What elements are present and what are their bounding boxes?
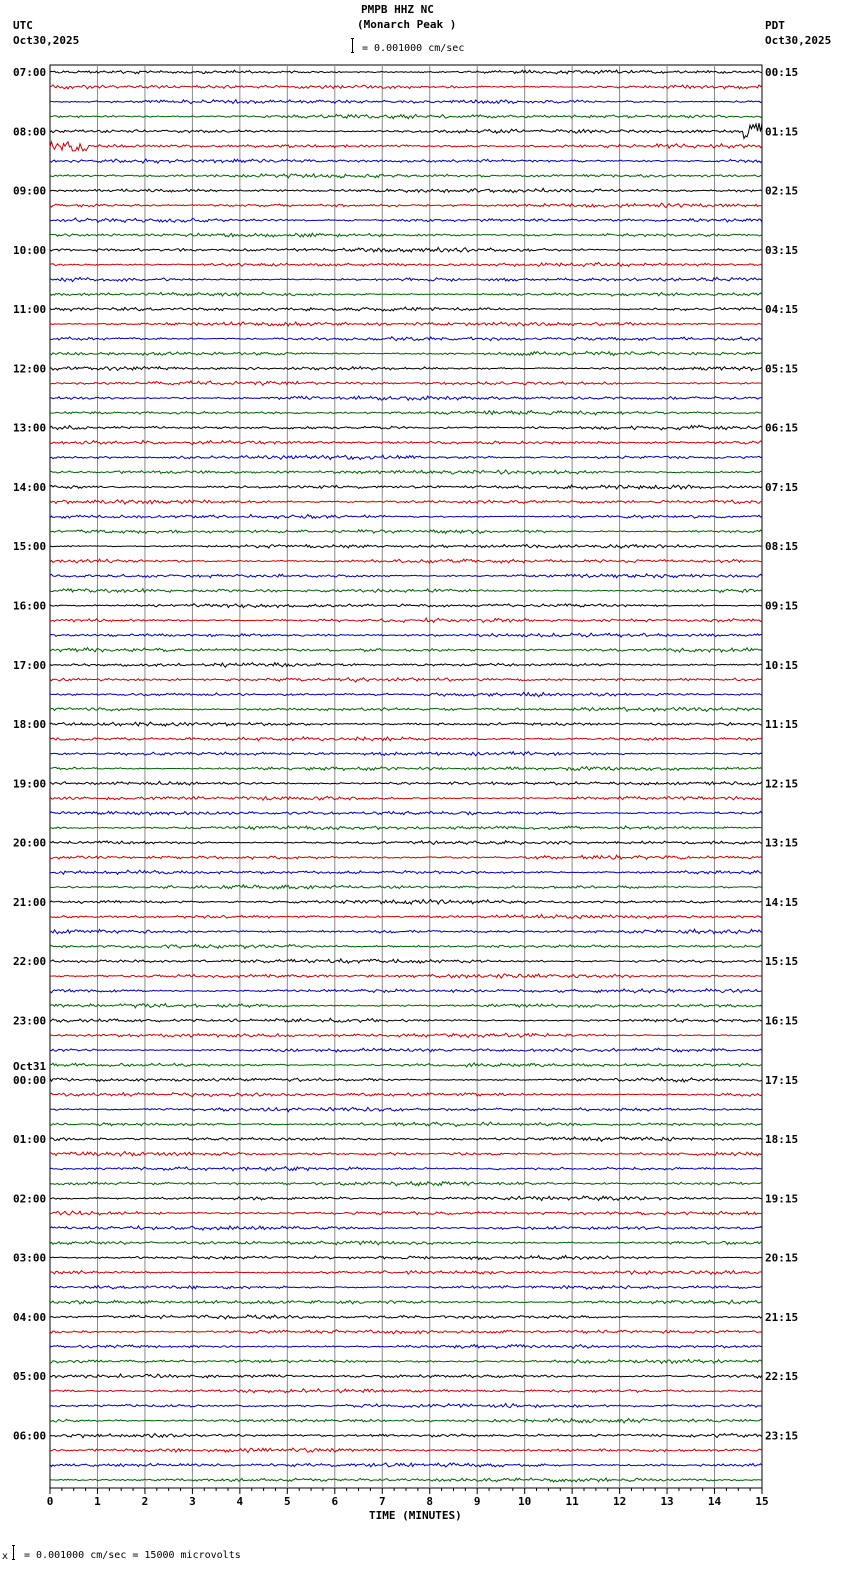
seismic-trace	[50, 1122, 762, 1127]
seismic-trace	[50, 915, 762, 919]
utc-hour-label: 15:00	[13, 540, 47, 554]
pdt-hour-label: 01:15	[765, 125, 799, 139]
seismic-trace	[50, 707, 762, 711]
seismic-trace	[50, 1167, 762, 1171]
x-tick-label: 9	[473, 1495, 481, 1508]
seismic-trace	[50, 440, 762, 444]
right-timezone: PDT	[765, 19, 785, 32]
pdt-hour-label: 07:15	[765, 480, 799, 494]
pdt-hour-label: 20:15	[765, 1251, 799, 1265]
seismic-trace	[50, 1374, 762, 1378]
seismic-trace	[50, 989, 762, 993]
seismic-trace	[50, 470, 762, 474]
x-tick-label: 14	[707, 1495, 722, 1508]
seismic-trace	[50, 959, 762, 963]
seismic-trace	[50, 1448, 762, 1453]
utc-hour-label: 08:00	[13, 125, 47, 139]
utc-hour-label: 01:00	[13, 1133, 47, 1147]
seismic-trace	[50, 142, 762, 151]
seismic-trace	[50, 515, 762, 519]
pdt-hour-label: 15:15	[765, 955, 799, 969]
seismic-trace	[50, 123, 762, 139]
seismic-trace	[50, 1478, 762, 1482]
seismic-trace	[50, 1048, 762, 1052]
seismic-trace	[50, 262, 762, 266]
utc-hour-label: 13:00	[13, 421, 47, 435]
utc-hour-label: 22:00	[13, 955, 47, 969]
utc-hour-label: 20:00	[13, 836, 47, 850]
pdt-hour-label: 22:15	[765, 1370, 799, 1384]
seismic-trace	[50, 781, 762, 785]
seismic-trace	[50, 826, 762, 830]
seismic-trace	[50, 633, 762, 637]
seismic-trace	[50, 159, 762, 163]
scale-text: = 0.001000 cm/sec	[362, 43, 465, 54]
seismic-trace	[50, 811, 762, 815]
seismic-trace	[50, 337, 762, 341]
utc-hour-label: 11:00	[13, 303, 47, 317]
footer-marker: x	[2, 1551, 9, 1562]
seismic-trace	[50, 885, 762, 889]
seismic-trace	[50, 248, 762, 253]
footer-scale-text: = 0.001000 cm/sec = 15000 microvolts	[24, 1550, 241, 1561]
seismic-trace	[50, 367, 762, 371]
utc-hour-label: 10:00	[13, 243, 47, 257]
seismic-trace	[50, 203, 762, 207]
utc-hour-label: 05:00	[13, 1370, 47, 1384]
seismic-trace	[50, 929, 762, 933]
seismic-trace	[50, 100, 762, 104]
x-tick-label: 0	[46, 1495, 54, 1508]
seismic-trace	[50, 1315, 762, 1319]
seismic-trace	[50, 1078, 762, 1082]
seismic-trace	[50, 1033, 762, 1037]
seismic-trace	[50, 425, 762, 430]
x-tick-label: 7	[378, 1495, 386, 1508]
utc-hour-label: 07:00	[13, 66, 47, 79]
x-tick-label: 11	[565, 1495, 579, 1508]
seismic-trace	[50, 292, 762, 296]
seismic-trace	[50, 722, 762, 726]
x-tick-label: 3	[189, 1495, 196, 1508]
seismic-trace	[50, 1285, 762, 1289]
site-name: (Monarch Peak )	[357, 18, 457, 31]
seismic-trace	[50, 841, 762, 845]
pdt-hour-label: 02:15	[765, 184, 799, 198]
pdt-hour-label: 18:15	[765, 1133, 799, 1147]
pdt-hour-label: 08:15	[765, 540, 799, 554]
seismic-trace	[50, 559, 762, 563]
x-tick-label: 13	[660, 1495, 674, 1508]
seismic-trace	[50, 1359, 762, 1363]
x-tick-label: 10	[518, 1495, 532, 1508]
pdt-hour-label: 14:15	[765, 895, 799, 909]
date-change-label: Oct31	[13, 1059, 47, 1073]
left-timezone: UTC	[13, 19, 33, 32]
seismic-trace	[50, 1018, 762, 1022]
seismic-trace	[50, 1137, 762, 1141]
utc-hour-label: 18:00	[13, 718, 47, 732]
pdt-hour-label: 03:15	[765, 243, 799, 257]
seismic-trace	[50, 1344, 762, 1348]
seismic-trace	[50, 1211, 762, 1215]
pdt-hour-label: 13:15	[765, 836, 799, 850]
seismic-trace	[50, 944, 762, 948]
utc-hour-label: 06:00	[13, 1429, 47, 1443]
seismic-trace	[50, 589, 762, 593]
seismic-trace	[50, 485, 762, 489]
seismic-trace	[50, 188, 762, 192]
seismic-trace	[50, 766, 762, 770]
seismic-trace	[50, 1433, 762, 1437]
x-tick-label: 15	[755, 1495, 769, 1508]
seismic-trace	[50, 70, 762, 74]
seismic-trace	[50, 307, 762, 311]
utc-hour-label: 21:00	[13, 895, 47, 909]
seismic-trace	[50, 530, 762, 534]
seismic-trace	[50, 1241, 762, 1245]
seismic-trace	[50, 692, 762, 696]
seismic-trace	[50, 900, 762, 905]
pdt-hour-label: 06:15	[765, 421, 799, 435]
pdt-hour-label: 23:15	[765, 1429, 799, 1443]
utc-hour-label: 12:00	[13, 362, 47, 376]
seismic-trace	[50, 1182, 762, 1186]
pdt-hour-label: 10:15	[765, 658, 799, 672]
seismic-trace	[50, 396, 762, 400]
seismic-trace	[50, 410, 762, 414]
pdt-hour-label: 04:15	[765, 303, 799, 317]
x-tick-label: 12	[612, 1495, 627, 1508]
x-tick-label: 5	[284, 1495, 291, 1508]
seismic-trace	[50, 1256, 762, 1260]
seismic-trace	[50, 870, 762, 874]
seismic-trace	[50, 648, 762, 653]
pdt-hour-label: 12:15	[765, 777, 799, 791]
seismic-trace	[50, 85, 762, 89]
seismic-trace	[50, 1063, 762, 1067]
seismic-trace	[50, 1004, 762, 1008]
seismic-trace	[50, 663, 762, 668]
seismic-trace	[50, 604, 762, 608]
seismic-trace	[50, 752, 762, 756]
utc-hour-label: 14:00	[13, 480, 47, 494]
utc-hour-label: 00:00	[13, 1073, 47, 1087]
seismic-trace	[50, 678, 762, 682]
seismic-trace	[50, 277, 762, 281]
seismic-trace	[50, 218, 762, 222]
pdt-hour-label: 16:15	[765, 1014, 799, 1028]
seismic-trace	[50, 974, 762, 978]
utc-hour-label: 23:00	[13, 1014, 47, 1028]
seismic-trace	[50, 351, 762, 355]
seismic-trace	[50, 381, 762, 385]
seismic-trace	[50, 1419, 762, 1423]
pdt-hour-label: 11:15	[765, 718, 799, 732]
station-title: PMPB HHZ NC	[361, 3, 434, 16]
pdt-hour-label: 05:15	[765, 362, 799, 376]
seismic-trace	[50, 500, 762, 504]
left-date: Oct30,2025	[13, 34, 80, 47]
seismic-trace	[50, 1226, 762, 1230]
pdt-hour-label: 21:15	[765, 1310, 799, 1324]
seismic-trace	[50, 574, 762, 578]
seismic-trace	[50, 1389, 762, 1393]
pdt-hour-label: 09:15	[765, 599, 799, 613]
footer-scale-icon	[12, 1545, 15, 1560]
utc-hour-label: 09:00	[13, 184, 47, 198]
right-date: Oct30,2025	[765, 34, 832, 47]
seismic-trace	[50, 1300, 762, 1304]
utc-hour-label: 19:00	[13, 777, 47, 791]
utc-hour-label: 03:00	[13, 1251, 47, 1265]
seismic-trace	[50, 174, 762, 178]
seismic-trace	[50, 1107, 762, 1111]
seismic-trace	[50, 114, 762, 118]
pdt-hour-label: 00:15	[765, 66, 799, 79]
utc-hour-label: 16:00	[13, 599, 47, 613]
pdt-hour-label: 19:15	[765, 1192, 799, 1206]
x-tick-label: 6	[331, 1495, 339, 1508]
x-tick-label: 4	[236, 1495, 244, 1508]
seismic-trace	[50, 1463, 762, 1467]
seismic-trace	[50, 1152, 762, 1156]
seismic-trace	[50, 1330, 762, 1334]
utc-hour-label: 02:00	[13, 1192, 47, 1206]
x-tick-label: 8	[426, 1495, 434, 1508]
seismic-trace	[50, 618, 762, 622]
seismic-trace	[50, 1093, 762, 1097]
pdt-hour-label: 17:15	[765, 1073, 799, 1087]
utc-hour-label: 17:00	[13, 658, 47, 672]
seismic-trace	[50, 322, 762, 326]
x-tick-label: 2	[141, 1495, 149, 1508]
x-tick-label: 1	[94, 1495, 101, 1508]
seismic-trace	[50, 855, 762, 859]
seismic-trace	[50, 1196, 762, 1201]
utc-hour-label: 04:00	[13, 1310, 47, 1324]
seismic-trace	[50, 1404, 762, 1408]
seismic-trace	[50, 737, 762, 741]
seismic-trace	[50, 455, 762, 459]
seismic-trace	[50, 233, 762, 237]
seismic-trace	[50, 796, 762, 800]
seismic-trace	[50, 544, 762, 548]
seismic-trace	[50, 1271, 762, 1275]
x-axis-title: TIME (MINUTES)	[369, 1509, 462, 1522]
